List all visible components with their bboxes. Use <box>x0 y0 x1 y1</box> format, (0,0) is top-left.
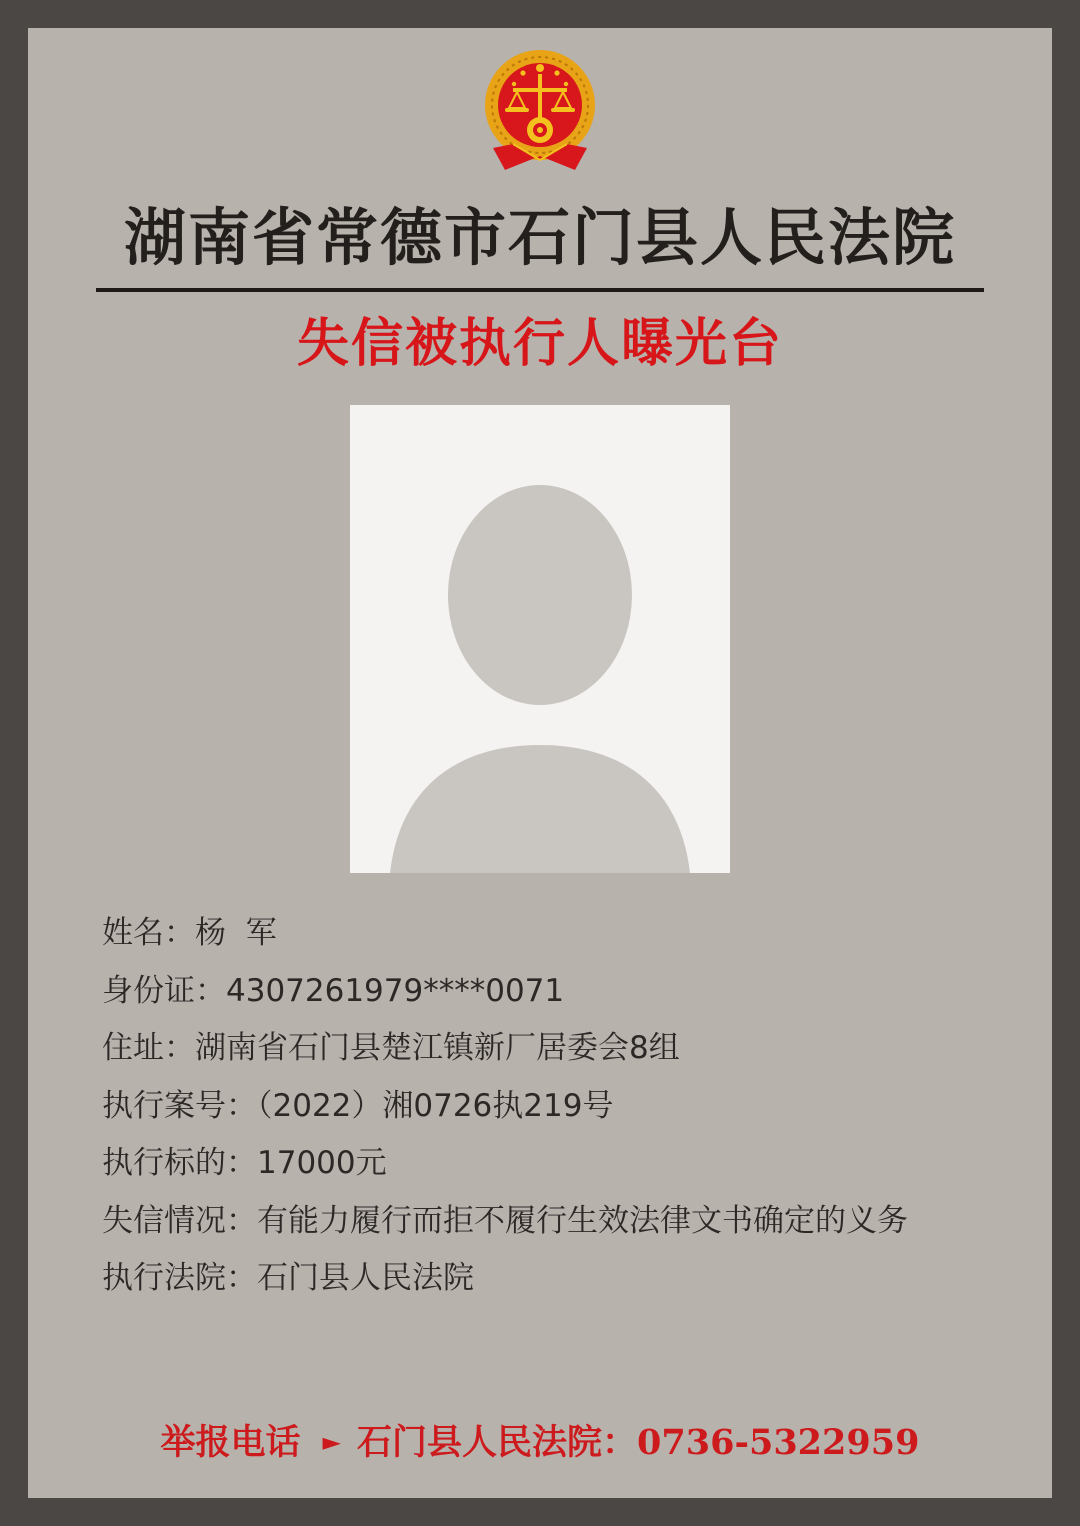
portrait-photo-placeholder <box>350 405 730 873</box>
info-label: 姓名： <box>102 915 195 951</box>
info-row-id-card <box>102 963 908 1021</box>
info-label: 执行标的： <box>102 1145 257 1181</box>
arrow-right-icon: ► <box>322 1427 342 1456</box>
info-label: 身份证： <box>102 972 226 1009</box>
info-label: 执行案号： <box>102 1087 257 1124</box>
info-label: 住址： <box>102 1030 195 1066</box>
court-emblem-icon <box>483 48 597 174</box>
info-row-amount <box>102 1135 908 1193</box>
info-row-address <box>102 1020 908 1078</box>
info-value: 4307261979****0071 <box>226 972 565 1009</box>
info-label: 执行法院： <box>102 1260 257 1296</box>
report-label: 举报电话 <box>160 1422 301 1463</box>
title-divider <box>96 288 984 292</box>
info-row-name <box>102 905 908 963</box>
report-court: 石门县人民法院： <box>357 1422 638 1463</box>
info-value: 有能力履行而拒不履行生效法律文书确定的义务 <box>257 1202 908 1239</box>
report-hotline <box>0 1414 1080 1471</box>
info-row-case-number <box>102 1078 908 1136</box>
person-silhouette-icon <box>350 405 730 873</box>
info-row-default-status <box>102 1193 908 1251</box>
info-value: （2022）湘0726执219号 <box>257 1087 614 1124</box>
info-row-court <box>102 1250 908 1308</box>
exposure-board-title: 失信被执行人曝光台 <box>296 314 783 374</box>
info-label: 失信情况： <box>102 1202 257 1239</box>
debtor-info-list <box>102 905 908 1308</box>
info-value: 杨 军 <box>195 915 277 951</box>
court-name-title: 湖南省常德市石门县人民法院 <box>123 201 956 274</box>
info-value: 湖南省石门县楚江镇新厂居委会8组 <box>195 1030 680 1066</box>
info-value: 石门县人民法院 <box>257 1260 474 1296</box>
report-phone: 0736-5322959 <box>637 1422 920 1463</box>
info-value: 17000元 <box>257 1145 387 1181</box>
